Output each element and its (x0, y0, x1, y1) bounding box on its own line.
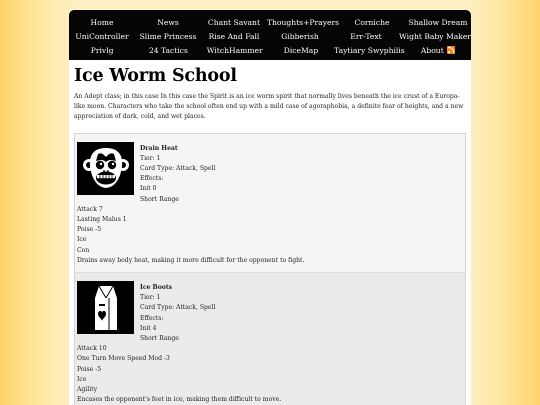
rss-icon[interactable] (447, 46, 455, 54)
card-tier: Tier: 1 (140, 154, 161, 162)
card-meta (140, 142, 215, 205)
card-init: Init 0 (140, 185, 157, 193)
nav-chant-savant[interactable]: Chant Savant (207, 18, 260, 27)
milk-carton-icon (77, 281, 134, 334)
nav-about-item (405, 44, 471, 58)
card-stat: Poise -5 (77, 365, 102, 373)
top-navigation (69, 10, 471, 60)
card-ice-boots (75, 272, 465, 405)
card-init: Init 4 (140, 324, 157, 332)
nav-dicemap[interactable]: DiceMap (283, 46, 319, 55)
nav-gibberish[interactable]: Gibberish (281, 32, 319, 41)
nav-err-text[interactable]: Err-Text (350, 32, 382, 41)
card-stat: One Turn Move Speed Mod -3 (77, 355, 170, 363)
card-drain-heat (75, 134, 465, 272)
card-element: Ice (77, 375, 87, 383)
nav-corniche[interactable]: Corniche (354, 18, 390, 27)
card-stat: Poise -5 (77, 226, 102, 234)
intro-text: An Adept class; in this case In this case the Spirit is an ice worm spirit that normally lives beneath the ice crust of a Europa-like moon. Characters who take the school often end up with a mild case of agoraphobia, a definite fear of heights, and a new appreciation of dark, cold, and wet places. (74, 93, 464, 121)
card-title: Ice Boots (140, 284, 173, 292)
nav-wight-baby-maker[interactable]: Wight Baby Maker (399, 32, 471, 41)
card-description: Encases the opponent's feet in ice, making them difficult to move. (77, 396, 282, 404)
card-list (74, 133, 466, 405)
card-stat: Lasting Malus 1 (77, 216, 127, 224)
card-type: Card Type: Attack, Spell (140, 165, 216, 173)
card-attribute: Con (77, 246, 90, 254)
nav-home[interactable]: Home (90, 18, 114, 27)
page-frame (69, 10, 471, 405)
card-stat: Attack 10 (77, 345, 107, 353)
nav-shallow-dream[interactable]: Shallow Dream (408, 18, 468, 27)
card-title: Drain Heat (140, 144, 178, 152)
nav-unicontroller[interactable]: UniController (75, 32, 129, 41)
page-title: Ice Worm School (74, 66, 237, 86)
card-range: Short Range (140, 335, 179, 343)
card-description: Drains away body heat, making it more difficult for the opponent to fight. (77, 256, 305, 264)
nav-witchhammer[interactable]: WitchHammer (206, 46, 263, 55)
card-attribute: Agility (77, 386, 98, 394)
card-stat: Attack 7 (77, 205, 103, 213)
card-type: Card Type: Attack, Spell (140, 304, 216, 312)
nav-slime-princess[interactable]: Slime Princess (139, 32, 197, 41)
nav-thoughts-prayers[interactable]: Thoughts+Prayers (266, 18, 340, 27)
card-stats (77, 205, 463, 266)
card-element: Ice (77, 236, 87, 244)
card-effects: Effects: (140, 314, 164, 322)
nav-24-tactics[interactable]: 24 Tactics (148, 46, 188, 55)
nav-taytiary-swyphilis[interactable]: Taytiary Swyphilis (334, 46, 405, 55)
nav-row (69, 30, 471, 44)
nav-news[interactable]: News (157, 18, 179, 27)
monkey-face-icon (77, 142, 134, 195)
card-effects: Effects: (140, 175, 164, 183)
nav-rise-and-fall[interactable]: Rise And Fall (208, 32, 260, 41)
card-stats (77, 344, 463, 405)
card-meta (140, 281, 215, 344)
card-tier: Tier: 1 (140, 294, 161, 302)
nav-privlg[interactable]: Privlg (90, 46, 114, 55)
card-range: Short Range (140, 195, 179, 203)
nav-row (69, 16, 471, 30)
main-content (69, 60, 471, 405)
nav-about[interactable]: About (420, 46, 444, 55)
nav-row (69, 44, 471, 58)
